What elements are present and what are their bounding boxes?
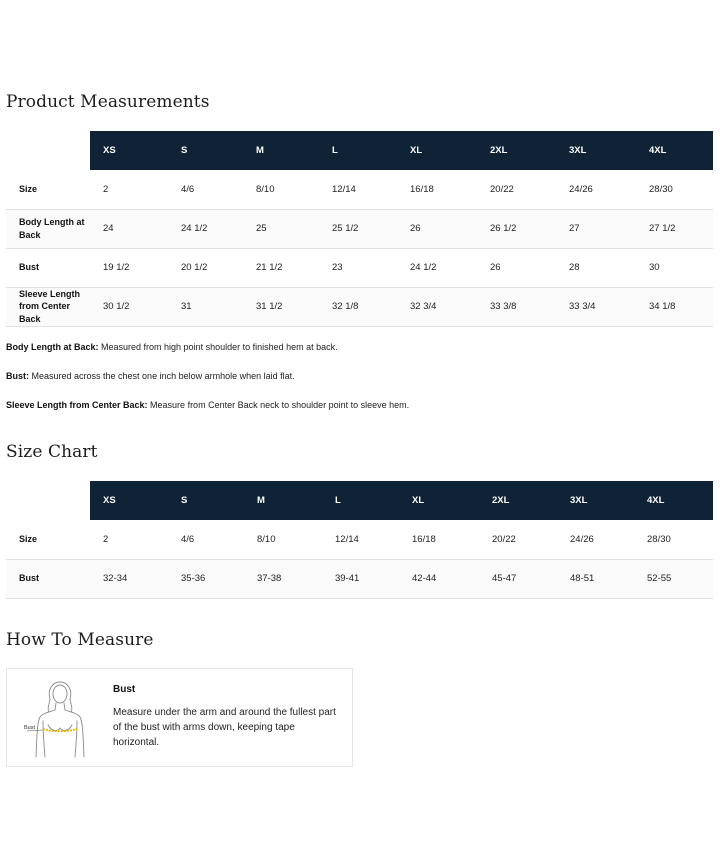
table-cell: 45-47 — [479, 559, 557, 598]
note-term: Sleeve Length from Center Back: — [6, 400, 148, 410]
table-cell: 20 1/2 — [168, 248, 243, 287]
table-cell: 8/10 — [244, 520, 322, 559]
note-term: Bust: — [6, 371, 29, 381]
table-cell: 32 3/4 — [397, 287, 477, 326]
header-size-s: S — [168, 131, 243, 170]
table-cell: 28 — [556, 248, 636, 287]
table-cell: 24/26 — [556, 170, 636, 209]
table-cell: 4/6 — [168, 170, 243, 209]
table-row — [6, 287, 713, 326]
table-cell: 21 1/2 — [243, 248, 319, 287]
table-cell: 24 — [90, 209, 168, 248]
table-cell: 16/18 — [397, 170, 477, 209]
header-size-l: L — [322, 481, 399, 520]
table-cell: 27 1/2 — [636, 209, 713, 248]
card-title: Bust — [113, 684, 136, 695]
table-row — [6, 559, 713, 598]
header-size-s: S — [168, 481, 244, 520]
table-cell: 32-34 — [90, 559, 168, 598]
table-cell: 27 — [556, 209, 636, 248]
header-size-2xl: 2XL — [479, 481, 557, 520]
note-sleeve-length — [6, 400, 409, 410]
row-label-bust: Bust — [6, 248, 90, 287]
table-cell: 42-44 — [399, 559, 479, 598]
table-cell: 25 — [243, 209, 319, 248]
header-size-l: L — [319, 131, 397, 170]
table-cell: 26 — [477, 248, 556, 287]
table-cell: 2 — [90, 170, 168, 209]
note-bust — [6, 371, 295, 381]
table-cell: 39-41 — [322, 559, 399, 598]
header-row — [6, 131, 713, 170]
table-cell: 28/30 — [636, 170, 713, 209]
table-cell: 26 — [397, 209, 477, 248]
table-cell: 28/30 — [634, 520, 713, 559]
header-size-m: M — [243, 131, 319, 170]
table-cell: 25 1/2 — [319, 209, 397, 248]
table-cell: 48-51 — [557, 559, 634, 598]
header-size-m: M — [244, 481, 322, 520]
table-cell: 4/6 — [168, 520, 244, 559]
product-measurements-heading: Product Measurements — [6, 92, 210, 112]
table-cell: 37-38 — [244, 559, 322, 598]
card-description: Measure under the arm and around the fullest part of the bust with arms down, keeping tape horizontal. — [113, 707, 336, 748]
header-size-xs: XS — [90, 481, 168, 520]
measure-card-bust — [6, 668, 353, 767]
table-cell: 32 1/8 — [319, 287, 397, 326]
table-cell: 12/14 — [322, 520, 399, 559]
table-cell: 52-55 — [634, 559, 713, 598]
header-size-3xl: 3XL — [556, 131, 636, 170]
table-row — [6, 209, 713, 248]
table-cell: 33 3/8 — [477, 287, 556, 326]
table-row — [6, 520, 713, 559]
bust-figure-icon — [21, 679, 97, 759]
table-cell: 31 — [168, 287, 243, 326]
table-cell: 33 3/4 — [556, 287, 636, 326]
how-to-measure-heading: How To Measure — [6, 630, 154, 650]
row-label-body-length: Body Length at Back — [6, 209, 90, 248]
row-label-bust: Bust — [6, 559, 90, 598]
size-chart-table — [6, 481, 713, 599]
header-size-xs: XS — [90, 131, 168, 170]
table-cell: 24 1/2 — [168, 209, 243, 248]
note-term: Body Length at Back: — [6, 342, 99, 352]
table-cell: 19 1/2 — [90, 248, 168, 287]
note-text: Measured across the chest one inch below armhole when laid flat. — [29, 371, 295, 381]
product-measurements-table — [6, 131, 713, 327]
note-body-length — [6, 342, 338, 352]
table-cell: 30 — [636, 248, 713, 287]
table-cell: 24/26 — [557, 520, 634, 559]
table-cell: 12/14 — [319, 170, 397, 209]
note-text: Measured from high point shoulder to finished hem at back. — [98, 342, 338, 352]
figure-label-bust: Bust — [24, 725, 36, 731]
header-size-4xl: 4XL — [636, 131, 713, 170]
header-corner — [6, 131, 90, 170]
table-cell: 23 — [319, 248, 397, 287]
table-cell: 30 1/2 — [90, 287, 168, 326]
header-size-4xl: 4XL — [634, 481, 713, 520]
table-cell: 26 1/2 — [477, 209, 556, 248]
table-cell: 31 1/2 — [243, 287, 319, 326]
row-label-sleeve-length: Sleeve Length from Center Back — [6, 287, 90, 326]
table-cell: 16/18 — [399, 520, 479, 559]
header-size-2xl: 2XL — [477, 131, 556, 170]
header-size-xl: XL — [399, 481, 479, 520]
row-label-size: Size — [6, 520, 90, 559]
table-cell: 24 1/2 — [397, 248, 477, 287]
header-row — [6, 481, 713, 520]
header-size-3xl: 3XL — [557, 481, 634, 520]
table-cell: 20/22 — [477, 170, 556, 209]
table-row — [6, 170, 713, 209]
header-size-xl: XL — [397, 131, 477, 170]
table-cell: 8/10 — [243, 170, 319, 209]
table-cell: 35-36 — [168, 559, 244, 598]
row-label-size: Size — [6, 170, 90, 209]
table-cell: 20/22 — [479, 520, 557, 559]
size-chart-heading: Size Chart — [6, 442, 98, 462]
table-cell: 34 1/8 — [636, 287, 713, 326]
table-cell: 2 — [90, 520, 168, 559]
table-row — [6, 248, 713, 287]
note-text: Measure from Center Back neck to shoulder point to sleeve hem. — [147, 400, 410, 410]
header-corner — [6, 481, 90, 520]
